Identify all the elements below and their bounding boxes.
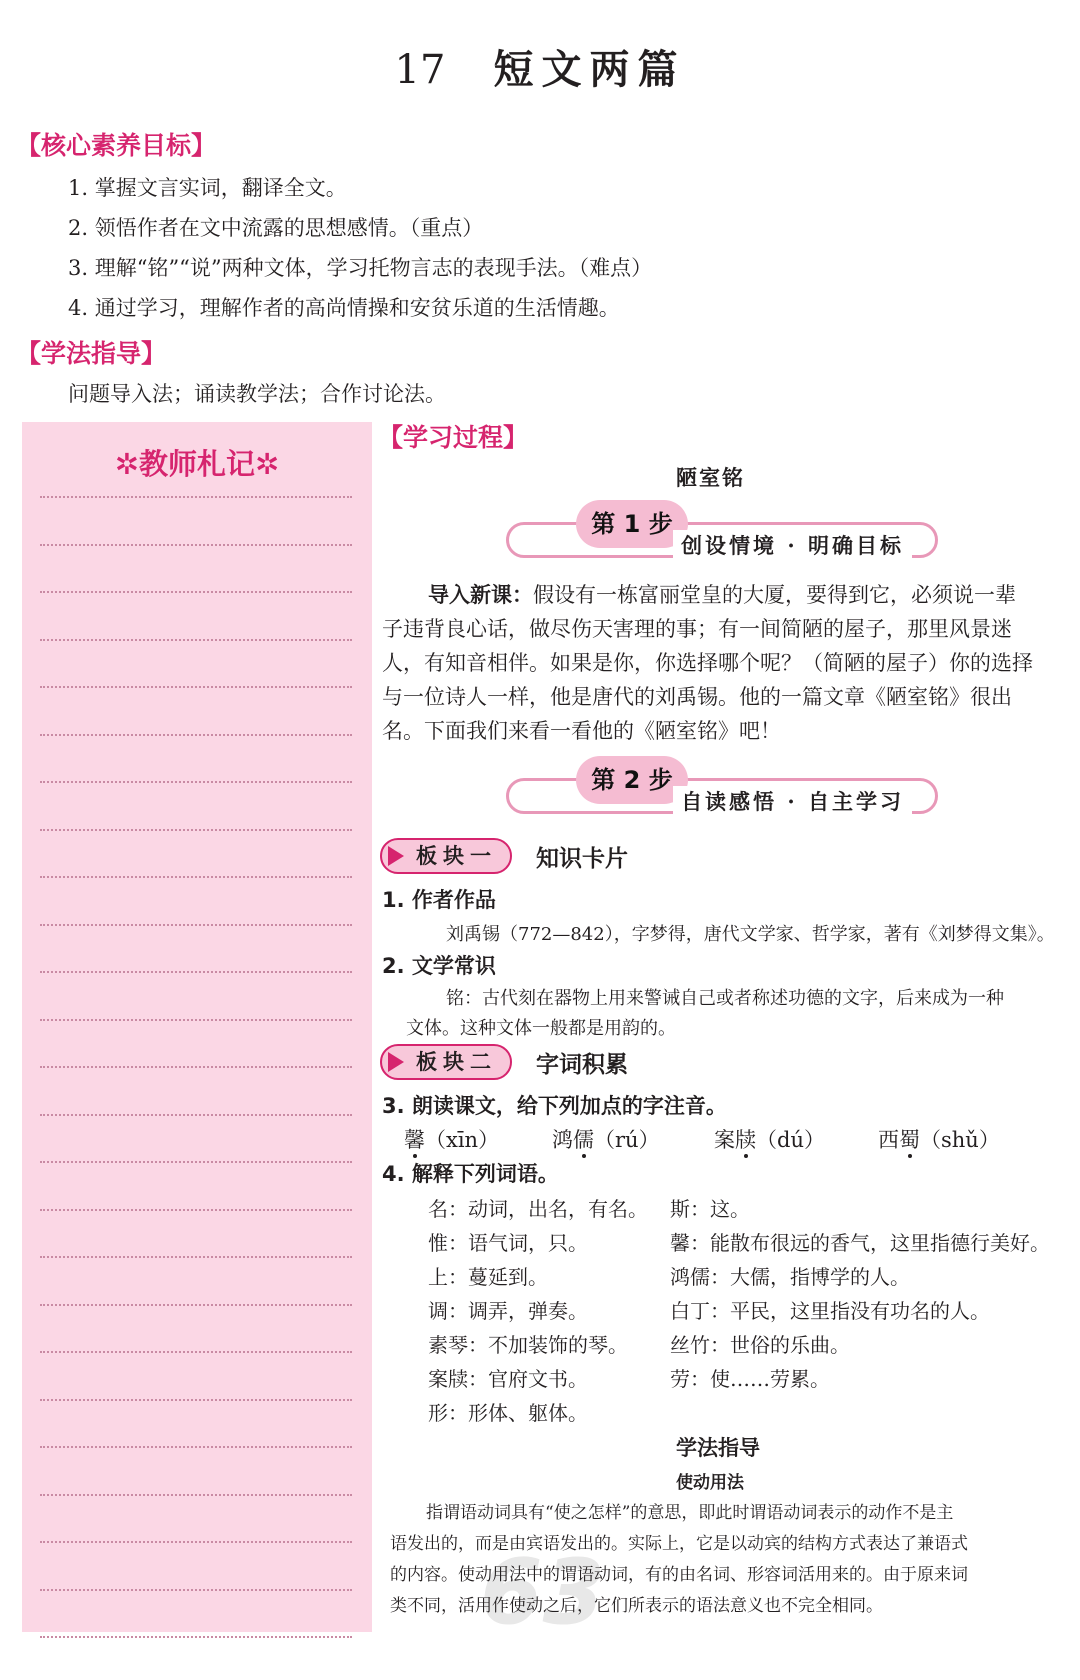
step-1-banner	[506, 500, 938, 564]
module-tag: 板块一	[380, 838, 512, 874]
notes-dotted-line	[40, 734, 352, 736]
definition-item: 上：蔓延到。	[428, 1265, 548, 1289]
notes-dotted-line	[40, 1019, 352, 1021]
definition-item: 惟：语气词，只。	[428, 1231, 588, 1255]
notes-dotted-line	[40, 1066, 352, 1068]
definition-item: 名：动词，出名，有名。	[428, 1197, 648, 1221]
definition-item: 素琴：不加装饰的琴。	[428, 1333, 628, 1357]
definition-item: 形：形体、躯体。	[428, 1401, 588, 1425]
definition-item: 鸿儒：大儒，指博学的人。	[670, 1265, 910, 1289]
tip-heading: 学法指导	[676, 1436, 760, 1460]
lesson-title: 短文两篇	[493, 46, 686, 93]
lesson-number: 17	[394, 47, 446, 93]
step-subtitle: 创设情境 · 明确目标	[673, 530, 912, 560]
module-tag: 板块二	[380, 1044, 512, 1080]
q2-title: 2. 文学常识	[382, 954, 496, 978]
teacher-notes-panel	[22, 422, 372, 1632]
module-title: 字词积累	[536, 1052, 628, 1078]
pinyin-item: 案牍（dú）	[714, 1128, 825, 1152]
notes-dotted-line	[40, 591, 352, 593]
definition-item: 丝竹：世俗的乐曲。	[670, 1333, 850, 1357]
pinyin-item: 鸿儒（rú）	[552, 1128, 660, 1152]
notes-dotted-line	[40, 829, 352, 831]
definition-item: 斯：这。	[670, 1197, 750, 1221]
intro-line: 人，有知音相伴。如果是你，你选择哪个呢？（简陋的屋子）你的选择	[382, 651, 1033, 675]
intro-label: 导入新课：	[428, 583, 533, 607]
intro-line: 名。下面我们来看一看他的《陋室铭》吧！	[382, 719, 781, 743]
tip-body	[390, 1498, 1070, 1622]
tip-subheading: 使动用法	[676, 1473, 744, 1493]
tip-line: 语发出的，而是由宾语发出的。实际上，它是以动宾的结构方式表达了兼语式	[390, 1534, 968, 1554]
module-2-header	[380, 1044, 780, 1080]
step-subtitle: 自读感悟 · 自主学习	[673, 786, 912, 816]
step-2-banner	[506, 756, 938, 820]
notes-dotted-line	[40, 1209, 352, 1211]
notes-dotted-line	[40, 1399, 352, 1401]
module-1-header	[380, 838, 780, 874]
q3-title: 3. 朗读课文，给下列加点的字注音。	[382, 1094, 727, 1118]
notes-dotted-line	[40, 1351, 352, 1353]
goal-item: 3. 理解“铭”“说”两种文体，学习托物言志的表现手法。（难点）	[68, 256, 653, 280]
notes-dotted-line	[40, 639, 352, 641]
notes-dotted-line	[40, 1304, 352, 1306]
intro-paragraph	[382, 578, 1072, 748]
notes-dotted-line	[40, 1446, 352, 1448]
teacher-notes-title: ✲教师札记✲	[114, 447, 280, 481]
notes-dotted-line	[40, 1494, 352, 1496]
tip-line: 类不同，活用作使动之后，它们所表示的语法意义也不完全相同。	[390, 1596, 883, 1616]
q2-line: 铭：古代刻在器物上用来警诫自己或者称述功德的文字，后来成为一种	[446, 988, 1004, 1009]
intro-line: 子违背良心话，做尽伤天害理的事；有一间简陋的屋子，那里风景迷	[382, 617, 1012, 641]
method-heading: 【学法指导】	[16, 339, 167, 368]
notes-dotted-line	[40, 686, 352, 688]
tip-line: 指谓语动词具有“使之怎样”的意思，即此时谓语动词表示的动作不是主	[426, 1503, 954, 1523]
play-triangle-icon	[388, 846, 404, 866]
q4-right-column	[670, 1192, 1050, 1396]
q1-text: 刘禹锡（772—842），字梦得，唐代文学家、哲学家，著有《刘梦得文集》。	[446, 924, 1055, 945]
play-triangle-icon	[388, 1052, 404, 1072]
q4-title: 4. 解释下列词语。	[382, 1162, 559, 1186]
definition-item: 馨：能散布很远的香气，这里指德行美好。	[670, 1231, 1050, 1255]
module-title: 知识卡片	[536, 846, 628, 872]
process-heading: 【学习过程】	[378, 423, 529, 452]
intro-line: 假设有一栋富丽堂皇的大厦，要得到它，必须说一辈	[533, 583, 1016, 607]
method-text: 问题导入法；诵读教学法；合作讨论法。	[68, 382, 446, 406]
goal-item: 4. 通过学习，理解作者的高尚情操和安贫乐道的生活情趣。	[68, 296, 620, 320]
definition-item: 白丁：平民，这里指没有功名的人。	[670, 1299, 990, 1323]
core-goals-heading: 【核心素养目标】	[16, 131, 217, 160]
goal-item: 1. 掌握文言实词，翻译全文。	[68, 176, 347, 200]
step-label: 第 2 步	[576, 756, 688, 804]
pinyin-item: 馨（xīn）	[404, 1128, 500, 1152]
notes-dotted-line	[40, 924, 352, 926]
pinyin-item: 西蜀（shǔ）	[878, 1128, 1000, 1152]
notes-dotted-line	[40, 781, 352, 783]
definition-item: 调：调弄，弹奏。	[428, 1299, 588, 1323]
definition-item: 案牍：官府文书。	[428, 1367, 588, 1391]
notes-dotted-line	[40, 1161, 352, 1163]
notes-dotted-line	[40, 1589, 352, 1591]
notes-dotted-line	[40, 1114, 352, 1116]
page-number: 63	[480, 1540, 606, 1645]
notes-dotted-line	[40, 544, 352, 546]
tip-line: 的内容。使动用法中的谓语动词，有的由名词、形容词活用来的。由于原来词	[390, 1565, 968, 1585]
definition-item: 劳：使……劳累。	[670, 1367, 830, 1391]
notes-dotted-line	[40, 496, 352, 498]
text-subtitle: 陋室铭	[676, 466, 745, 490]
notes-dotted-line	[40, 1256, 352, 1258]
notes-dotted-line	[40, 1541, 352, 1543]
goal-item: 2. 领悟作者在文中流露的思想感情。（重点）	[68, 216, 484, 240]
notes-dotted-line	[40, 1636, 352, 1638]
notes-dotted-line	[40, 876, 352, 878]
q4-left-column	[428, 1192, 648, 1430]
q1-title: 1. 作者作品	[382, 888, 496, 912]
page-title	[0, 38, 1080, 95]
q3-items	[404, 1124, 1044, 1158]
intro-line: 与一位诗人一样，他是唐代的刘禹锡。他的一篇文章《陋室铭》很出	[382, 685, 1012, 709]
step-label: 第 1 步	[576, 500, 688, 548]
notes-dotted-line	[40, 971, 352, 973]
q2-line: 文体。这种文体一般都是用韵的。	[406, 1018, 676, 1039]
